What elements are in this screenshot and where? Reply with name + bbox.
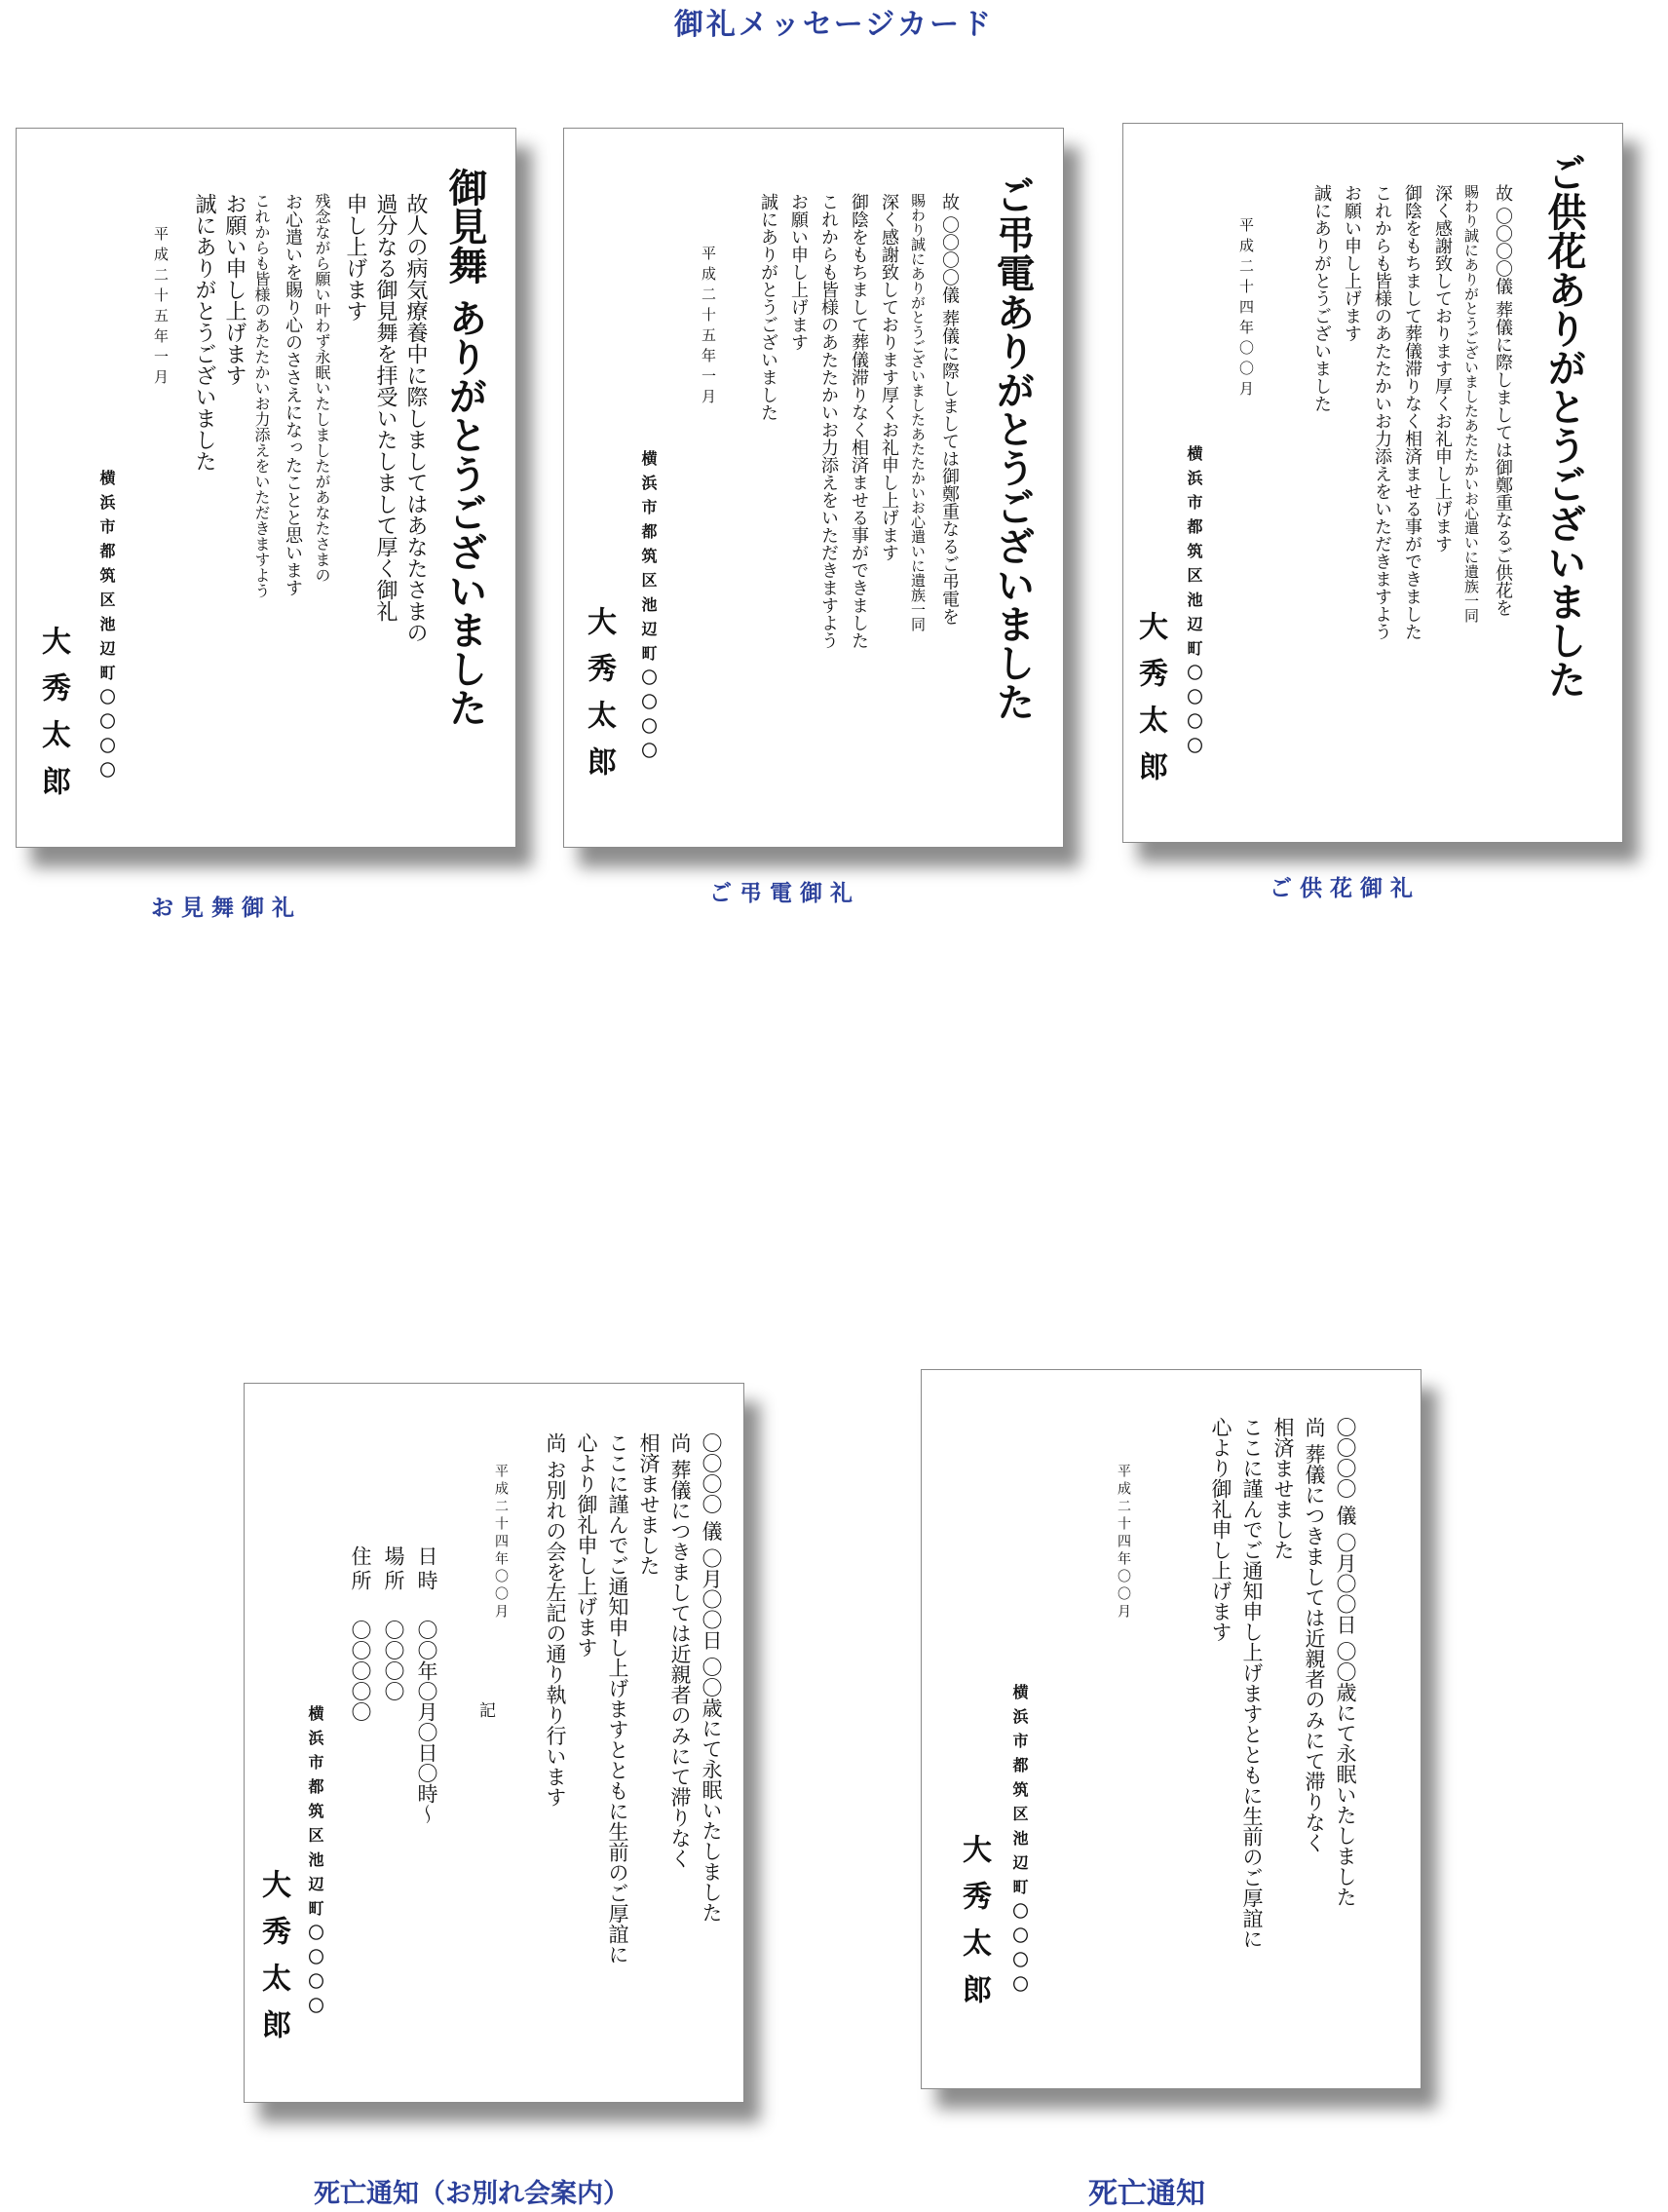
card-name: 大秀太郎 [256, 1869, 290, 2056]
card-address: 横浜市都筑区池辺町〇〇〇〇 [1010, 1684, 1029, 2001]
card-heading: 御見舞 ありがとうございました [442, 168, 488, 727]
body-line: お願い申し上げます [788, 193, 809, 351]
body-line: 御陰をもちまして葬儀滞りなく相済ませる事ができました [1402, 184, 1422, 640]
card-date: 平成二十五年一月 [700, 246, 717, 409]
body-line: 誠にありがとうございました [1311, 184, 1332, 412]
body-line: 過分なる御見舞を拝受いたしまして厚く御礼 [373, 193, 398, 622]
body-line: ここに謹んでご通知申し上げますとともに生前のご厚誼に [606, 1432, 629, 1964]
detail-value-basho: 〇〇〇〇 [382, 1620, 405, 1701]
card-caption: お 見 舞 御 礼 [151, 896, 295, 921]
page-title: 御礼メッセージカード [673, 8, 995, 42]
body-line: 申し上げます [343, 193, 367, 322]
body-line: お願い申し上げます [1342, 184, 1362, 342]
card-address: 横浜市都筑区池辺町〇〇〇〇 [97, 470, 116, 786]
card-date: 平成二十五年一月 [152, 226, 170, 390]
card-address: 横浜市都筑区池辺町〇〇〇〇 [639, 450, 658, 767]
body-line: これからも皆様のあたたかいお力添えをいただきますよう [818, 193, 839, 649]
card-omimai [16, 128, 516, 848]
body-line: 心より御礼申し上げます [575, 1432, 598, 1658]
card-name: 大秀太郎 [957, 1834, 991, 2021]
body-line: 心より御礼申し上げます [1209, 1417, 1232, 1642]
body-line: ここに謹んでご通知申し上げますとともに生前のご厚誼に [1240, 1417, 1264, 1949]
body-line: 尚 お別れの会を左記の通り執り行います [544, 1432, 567, 1808]
card-caption: 死亡通知 [1088, 2177, 1205, 2211]
card-caption: ご 弔 電 御 礼 [709, 881, 853, 906]
card-caption: 死亡通知（お別れ会案内） [314, 2179, 629, 2209]
card-caption: ご 供 花 御 礼 [1270, 876, 1414, 901]
body-line: 深く感謝致しております厚くお礼申し上げます [879, 193, 899, 561]
body-line: 相済ませました [637, 1432, 661, 1576]
detail-label-jusho: 住所 [349, 1545, 372, 1594]
card-date: 平成二十四年〇〇月 [1116, 1464, 1131, 1621]
body-line: 〇〇〇〇 儀 〇月〇〇日 〇〇歳にて永眠いたしました [1334, 1417, 1357, 1908]
card-name: 大秀太郎 [36, 626, 70, 813]
body-line: 賜わり誠にありがとうございましたあたたかいお心遣いに遺族一同 [909, 193, 927, 631]
detail-value-jusho: 〇〇〇〇〇 [349, 1620, 372, 1722]
card-gokyouka [1122, 123, 1623, 843]
body-line: 誠にありがとうございました [758, 193, 778, 421]
card-date: 平成二十四年〇〇月 [1237, 217, 1255, 401]
card-gochouden [563, 128, 1064, 848]
body-line: これからも皆様のあたたかいお力添えをいただきますよう [252, 193, 271, 598]
card-shibou-owakare [244, 1383, 744, 2103]
body-line: 尚 葬儀につきましては近親者のみにて滞りなく [1303, 1417, 1326, 1853]
detail-value-nichiji: 〇〇年〇月〇日〇時～ [415, 1620, 438, 1824]
card-address: 横浜市都筑区池辺町〇〇〇〇 [1185, 445, 1203, 762]
card-address: 横浜市都筑区池辺町〇〇〇〇 [306, 1705, 324, 2022]
body-line: 残念ながら願い叶わず永眠いたしましたがあなたさまの [313, 193, 331, 583]
body-line: 相済ませました [1271, 1417, 1295, 1560]
card-heading: ご供花ありがとうございました [1541, 153, 1587, 699]
body-line: 〇〇〇〇 儀 〇月〇〇日 〇〇歳にて永眠いたしました [700, 1432, 723, 1924]
card-name: 大秀太郎 [1133, 611, 1167, 798]
body-line: 故 〇〇〇〇儀 葬儀に際しましては御鄭重なるご弔電を [939, 193, 960, 626]
card-date: 平成二十四年〇〇月 [493, 1464, 509, 1621]
body-line: 尚 葬儀につきましては近親者のみにて滞りなく [668, 1432, 692, 1869]
body-line: 誠にありがとうございました [192, 193, 216, 472]
body-line: 御陰をもちまして葬儀滞りなく相済ませる事ができました [849, 193, 869, 649]
body-line: これからも皆様のあたたかいお力添えをいただきますよう [1372, 184, 1392, 640]
body-line: お願い申し上げます [222, 193, 246, 386]
body-line: 深く感謝致しております厚くお礼申し上げます [1432, 184, 1453, 553]
detail-label-basho: 場所 [382, 1545, 405, 1594]
body-line: 賜わり誠にありがとうございましたあたたかいお心遣いに遺族一同 [1462, 184, 1480, 623]
body-line: 故 〇〇〇〇儀 葬儀に際しましては御鄭重なるご供花を [1493, 184, 1513, 617]
body-line: 故人の病気療養中に際しましてはあなたさまの [403, 193, 428, 643]
card-heading: ご弔電ありがとうございました [990, 175, 1036, 721]
card-shibou [921, 1369, 1422, 2089]
body-line: お心遣いを賜り心のささえになったことと思います [283, 193, 303, 596]
card-name: 大秀太郎 [582, 606, 616, 793]
ki-label: 記 [475, 1701, 495, 1718]
detail-label-nichiji: 日時 [415, 1545, 438, 1594]
